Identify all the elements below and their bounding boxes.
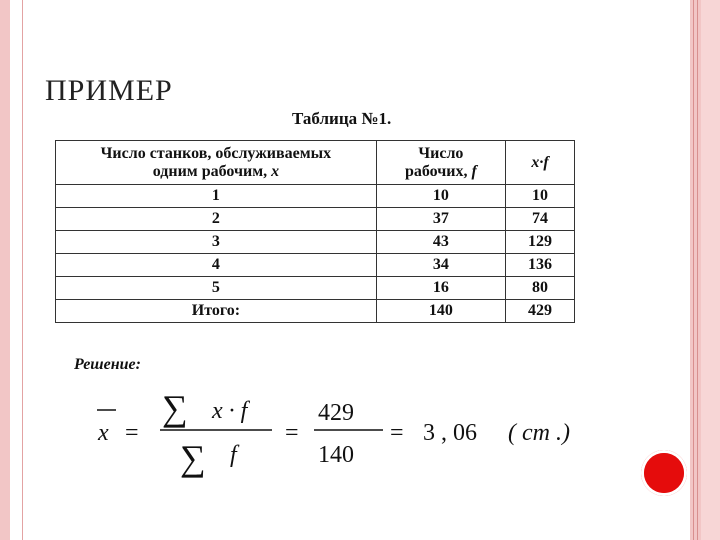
slide-title: ПРИМЕР [45, 74, 173, 107]
red-circle-marker [641, 450, 687, 496]
cell-xf: 10 [506, 185, 575, 208]
sigma-numerator: ∑ [162, 388, 188, 428]
formula-lhs: x [98, 420, 109, 446]
cell-total-label: Итого: [56, 300, 377, 323]
cell-x: 3 [56, 231, 377, 254]
formula-eq-3: = [390, 420, 404, 446]
cell-x: 5 [56, 277, 377, 300]
formula-num-expr: x · f [212, 398, 248, 424]
table-caption: Таблица №1. [292, 109, 392, 128]
cell-f: 10 [376, 185, 505, 208]
cell-x: 1 [56, 185, 377, 208]
formula-result: 3 , 06 [423, 420, 477, 446]
formula-unit: ( ст .) [508, 420, 570, 446]
formula-numerator: 429 [318, 400, 354, 426]
sigma-denominator: ∑ [180, 438, 206, 478]
cell-xf: 129 [506, 231, 575, 254]
cell-total-f: 140 [376, 300, 505, 323]
formula-den-expr: f [230, 442, 237, 468]
header-var-f: f [471, 162, 477, 180]
cell-xf: 74 [506, 208, 575, 231]
header-machines-line2: одним рабочим, [152, 162, 272, 180]
cell-x: 4 [56, 254, 377, 277]
cell-f: 37 [376, 208, 505, 231]
cell-total-xf: 429 [506, 300, 575, 323]
cell-xf: 136 [506, 254, 575, 277]
formula-denominator: 140 [318, 442, 354, 468]
header-machines-line1: Число станков, обслуживаемых [100, 144, 332, 162]
header-var-x: x [271, 162, 280, 180]
formula-eq-2: = [285, 420, 299, 446]
header-workers-line2: рабочих, [404, 162, 472, 180]
solution-label: Решение: [74, 356, 141, 373]
cell-f: 43 [376, 231, 505, 254]
cell-x: 2 [56, 208, 377, 231]
header-workers-line1: Число [418, 144, 464, 162]
header-product: x·f [506, 141, 575, 185]
cell-xf: 80 [506, 277, 575, 300]
cell-f: 16 [376, 277, 505, 300]
cell-f: 34 [376, 254, 505, 277]
formula-eq-1: = [125, 420, 139, 446]
